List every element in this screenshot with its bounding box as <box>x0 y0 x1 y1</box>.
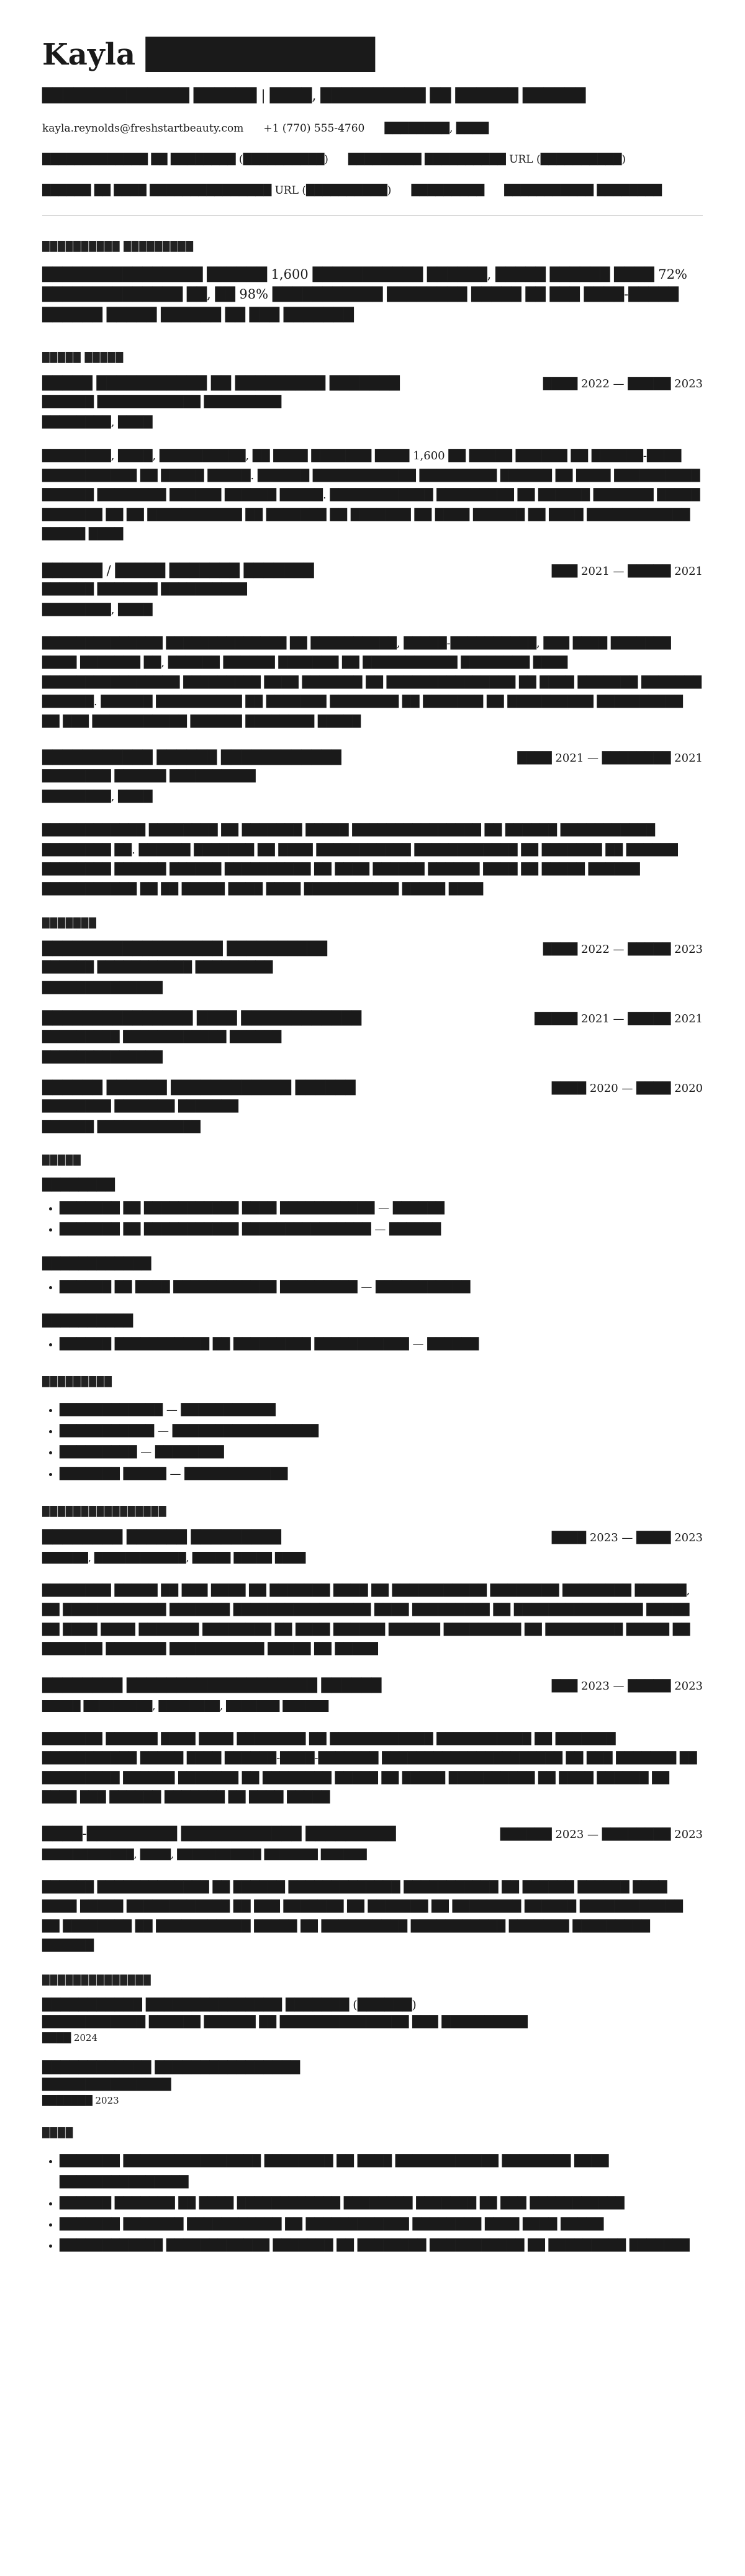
education-item <box>42 1080 703 1133</box>
degree-title: ██████████████████ ██████████ <box>42 941 327 957</box>
job-description: ████████████ ████████ ██ ███████ █████ ███████████████ ██ ██████ ███████████ ████████ ██. ██████ ███████ ██ ████ ███████████ ████████████ ██ ███████ ██ ██████ ████████ ██████ ██████ ██████████ ██ ████ ██████ ██████ ████ ██ █████ ██████ ███████████ ██ ██ █████ ████ ████ ███████████ █████ ████ <box>42 824 678 896</box>
job-dates: ████ 2021 — ████████ 2021 <box>517 752 703 765</box>
profile-link-1[interactable]: █████████████ ██ ████████ (██████████) <box>42 153 328 166</box>
profile-link-2[interactable]: █████████ ██████████ URL (██████████) <box>348 153 626 166</box>
more-item: • ██████ ███████ ██ ████ ████████████ ████████ ███████ ██ ███ ███████████ <box>60 2193 703 2214</box>
profile-link-3[interactable]: ██████ ██ ████ ███████████████ URL (██████████) <box>42 184 392 197</box>
experience-item <box>42 563 703 732</box>
volunteer-org: ██████, ████████████, █████ █████ ████ <box>42 1551 306 1564</box>
volunteer-description: ████████ █████ ██ ███ ████ ██ ███████ ████ ██ ███████████ ████████ ████████ ██████, ██ ████████████ ███████ ████████████████ ████ █████████ ██ ███████████████ █████ ██ ████ ████ ███████ ████████ ██ ████ ██████ ██████ █████████ ██ █████████ █████ ██ ███████ ███████ ███████████ █████ ██ █████ <box>42 1583 690 1656</box>
email-link[interactable]: kayla.reynolds@freshstartbeauty.com <box>42 122 244 135</box>
job-dates: ████ 2022 — █████ 2023 <box>543 377 703 391</box>
candidate-name: Kayla ██████████ <box>42 37 375 72</box>
profile-link-4[interactable]: █████████ <box>411 184 485 197</box>
volunteer-description: ███████ ██████ ████ ████ ████████ ██ ████████████ ███████████ ██ ███████ ███████████ █████ ████ ██████-████-███████ █████████████████████ ██ ███ ███████ ██ █████████ ██████ ███████ ██ ████████ █████ ██ █████ ██████████ ██ ████ ██████ ██ ████ ███ ██████ ███████ ██ ████ █████ <box>42 1732 697 1804</box>
job-description: ████████, ████, ██████████, ██ ████ ███████ ████ 1,600 ██ █████ ██████ ██ ██████-████ ███████████ ██ █████ █████. ██████ ████████████ █████████ ██████ ██ ████ ██████████ ██████ ████████ ██████ ██████ █████. ████████████ █████████ ██ ██████ ███████ █████ ███████ ██ ██ ███████████ ██ ███████ ██ ███████ ██ ████ ██████ ██ ████ ████████████ █████ ████ <box>42 449 700 541</box>
headline: ██████████████ ██████ | ████, ██████████ ██ ██████ ██████ <box>42 88 586 104</box>
more-section-title: ████ <box>42 2127 74 2138</box>
education-section-title: ███████ <box>42 917 97 929</box>
experience-item <box>42 750 703 899</box>
links-row-2 <box>42 184 703 197</box>
summary-section-title: ██████████ █████████ <box>42 240 194 252</box>
education-dates: ████ 2022 — █████ 2023 <box>543 943 703 957</box>
volunteering-item <box>42 1678 703 1808</box>
education-item <box>42 1011 703 1064</box>
certifications-section <box>42 1975 703 2106</box>
header-divider <box>42 215 703 216</box>
school-location: ██████████████ <box>42 981 163 995</box>
volunteering-item <box>42 1529 703 1659</box>
education-dates: █████ 2021 — █████ 2021 <box>535 1012 703 1026</box>
more-section <box>42 2127 703 2257</box>
skill-item: • ██████ ██ ████ ████████████ █████████ — ███████████ <box>60 1277 703 1298</box>
more-item: • ███████ ███████ ███████████ ██ ████████████ ████████ ████ ████ █████ <box>60 2214 703 2235</box>
experience-section-title: █████ █████ <box>42 352 124 364</box>
experience-list <box>42 376 703 899</box>
volunteer-dates: ████ 2023 — ████ 2023 <box>551 1531 703 1544</box>
links-row-1 <box>42 153 703 166</box>
job-location: ████████, ████ <box>42 603 153 616</box>
contact-row <box>42 122 703 135</box>
skill-group-title: ████████ <box>42 1178 115 1192</box>
language-item: • ███████████ — █████████████████ <box>60 1421 703 1442</box>
job-description: ██████████████ ██████████████ ██ ██████████, █████-██████████, ███ ████ ███████ ████ ███████ ██, ██████ ██████ ███████ ██ ███████████ ████████ ████ ████████████████ █████████ ████ ███████ ██ ███████████████ ██ ████ ███████ ███████ ██████. ██████ ██████████ ██ ███████ ████████ ██ ███████ ██ ██████████ ██████████ ██ ███ ███████████ ██████ ████████ █████ <box>42 636 702 728</box>
skill-list <box>42 1277 703 1298</box>
experience-item <box>42 376 703 544</box>
certification-date: ████ 2024 <box>42 2032 98 2043</box>
school-name: ██████ ███████████ █████████ <box>42 961 273 975</box>
certification-item <box>42 2061 703 2106</box>
more-item: • ███████ ████████████████ ████████ ██ ████ ████████████ ████████ ████ ███████████████ <box>60 2151 703 2193</box>
skill-item: • ███████ ██ ███████████ ████ ███████████ — ██████ <box>60 1198 703 1219</box>
skill-item: • ██████ ███████████ ██ █████████ ███████████ — ██████ <box>60 1334 703 1355</box>
language-item: • ████████████ — ███████████ <box>60 1400 703 1421</box>
certification-title: ████████████ ████████████████ <box>42 2060 300 2074</box>
skill-list <box>42 1334 703 1355</box>
volunteer-dates: ██████ 2023 — ████████ 2023 <box>500 1827 703 1841</box>
volunteer-role: ████-█████████ ████████████ █████████ <box>42 1826 396 1841</box>
skill-group-title: ████████████ <box>42 1256 151 1271</box>
skills-section-title: █████ <box>42 1155 81 1166</box>
volunteer-role: ████████ ███████████████████ ██████ <box>42 1677 382 1693</box>
volunteering-section-title: ████████████████ <box>42 1505 167 1517</box>
volunteer-role: ████████ ██████ █████████ <box>42 1529 281 1544</box>
certification-item <box>42 1998 703 2043</box>
school-location: ██████████████ <box>42 1051 163 1065</box>
education-section <box>42 917 703 1133</box>
volunteer-org: █████ █████████, ████████, ███████ ██████ <box>42 1700 329 1712</box>
volunteer-description: ██████ █████████████ ██ ██████ █████████████ ███████████ ██ ██████ ██████ ████ ████ █████ ████████████ ██ ███ ███████ ██ ███████ ██ ████████ ██████ ████████████ ██ ████████ ██ ███████████ █████ ██ ██████████ ███████████ ███████ █████████ ██████ <box>42 1880 683 1953</box>
volunteering-item <box>42 1826 703 1956</box>
languages-section-title: █████████ <box>42 1376 112 1387</box>
profile-link-5[interactable]: ███████████ ████████ <box>504 184 662 197</box>
education-item <box>42 941 703 994</box>
certification-date: ███████ 2023 <box>42 2094 119 2106</box>
volunteer-dates: ███ 2023 — █████ 2023 <box>551 1679 703 1693</box>
skill-group-title: ██████████ <box>42 1313 133 1328</box>
certification-title: ███████████ ███████████████ ███████ (██████) <box>42 1997 417 2012</box>
certification-issuer: ████████████ ██████ ██████ ██ ███████████████ ███ ██████████ <box>42 2015 528 2029</box>
language-item: • █████████ — ████████ <box>60 1442 703 1463</box>
job-location: ████████, ████ <box>42 416 153 430</box>
job-title: ██████ / █████ ███████ ███████ <box>42 562 314 578</box>
volunteer-org: ████████████, ████, ███████████ ███████ ██████ <box>42 1848 367 1860</box>
language-list <box>42 1400 703 1485</box>
more-list <box>42 2151 703 2257</box>
more-item: • ████████████ ████████████ ███████ ██ ████████ ███████████ ██ █████████ ███████ <box>60 2235 703 2256</box>
location-text: ████████, ████ <box>384 122 489 135</box>
skill-list <box>42 1198 703 1240</box>
job-dates: ███ 2021 — █████ 2021 <box>551 564 703 578</box>
phone-link[interactable]: +1 (770) 555-4760 <box>263 122 365 135</box>
skills-section <box>42 1155 703 1355</box>
certifications-section-title: ██████████████ <box>42 1974 151 1986</box>
skill-item: • ███████ ██ ███████████ ███████████████ — ██████ <box>60 1219 703 1240</box>
company-name: ██████ ████████████ █████████ <box>42 395 282 409</box>
degree-title: ███████████████ ████ ████████████ <box>42 1011 361 1026</box>
education-dates: ████ 2020 — ████ 2020 <box>551 1082 703 1096</box>
school-name: ████████ ███████ ███████ <box>42 1100 238 1114</box>
certification-issuer: ███████████████ <box>42 2078 171 2091</box>
job-title: █████ ███████████ ██ █████████ ███████ <box>42 376 400 391</box>
company-name: ████████ ██████ ██████████ <box>42 770 256 783</box>
summary-text: ████████████████ ██████ 1,600 ███████████ ██████, █████ ██████ ████ 72% ██████████████ ██, ██ 98% ███████████ ████████ █████ ██ ███ ████-█████ ██████ █████ ██████ ██ ███ ███████ <box>42 266 687 322</box>
volunteering-list <box>42 1529 703 1956</box>
school-location: ██████ ████████████ <box>42 1120 201 1134</box>
language-item: • ███████ █████ — ████████████ <box>60 1464 703 1485</box>
school-name: █████████ ████████████ ██████ <box>42 1030 282 1044</box>
job-location: ████████, ████ <box>42 790 153 804</box>
company-name: ██████ ███████ ██████████ <box>42 582 247 596</box>
job-title: ███████████ ██████ ████████████ <box>42 750 341 765</box>
degree-title: ██████ ██████ ████████████ ██████ <box>42 1080 356 1096</box>
languages-section <box>42 1376 703 1485</box>
